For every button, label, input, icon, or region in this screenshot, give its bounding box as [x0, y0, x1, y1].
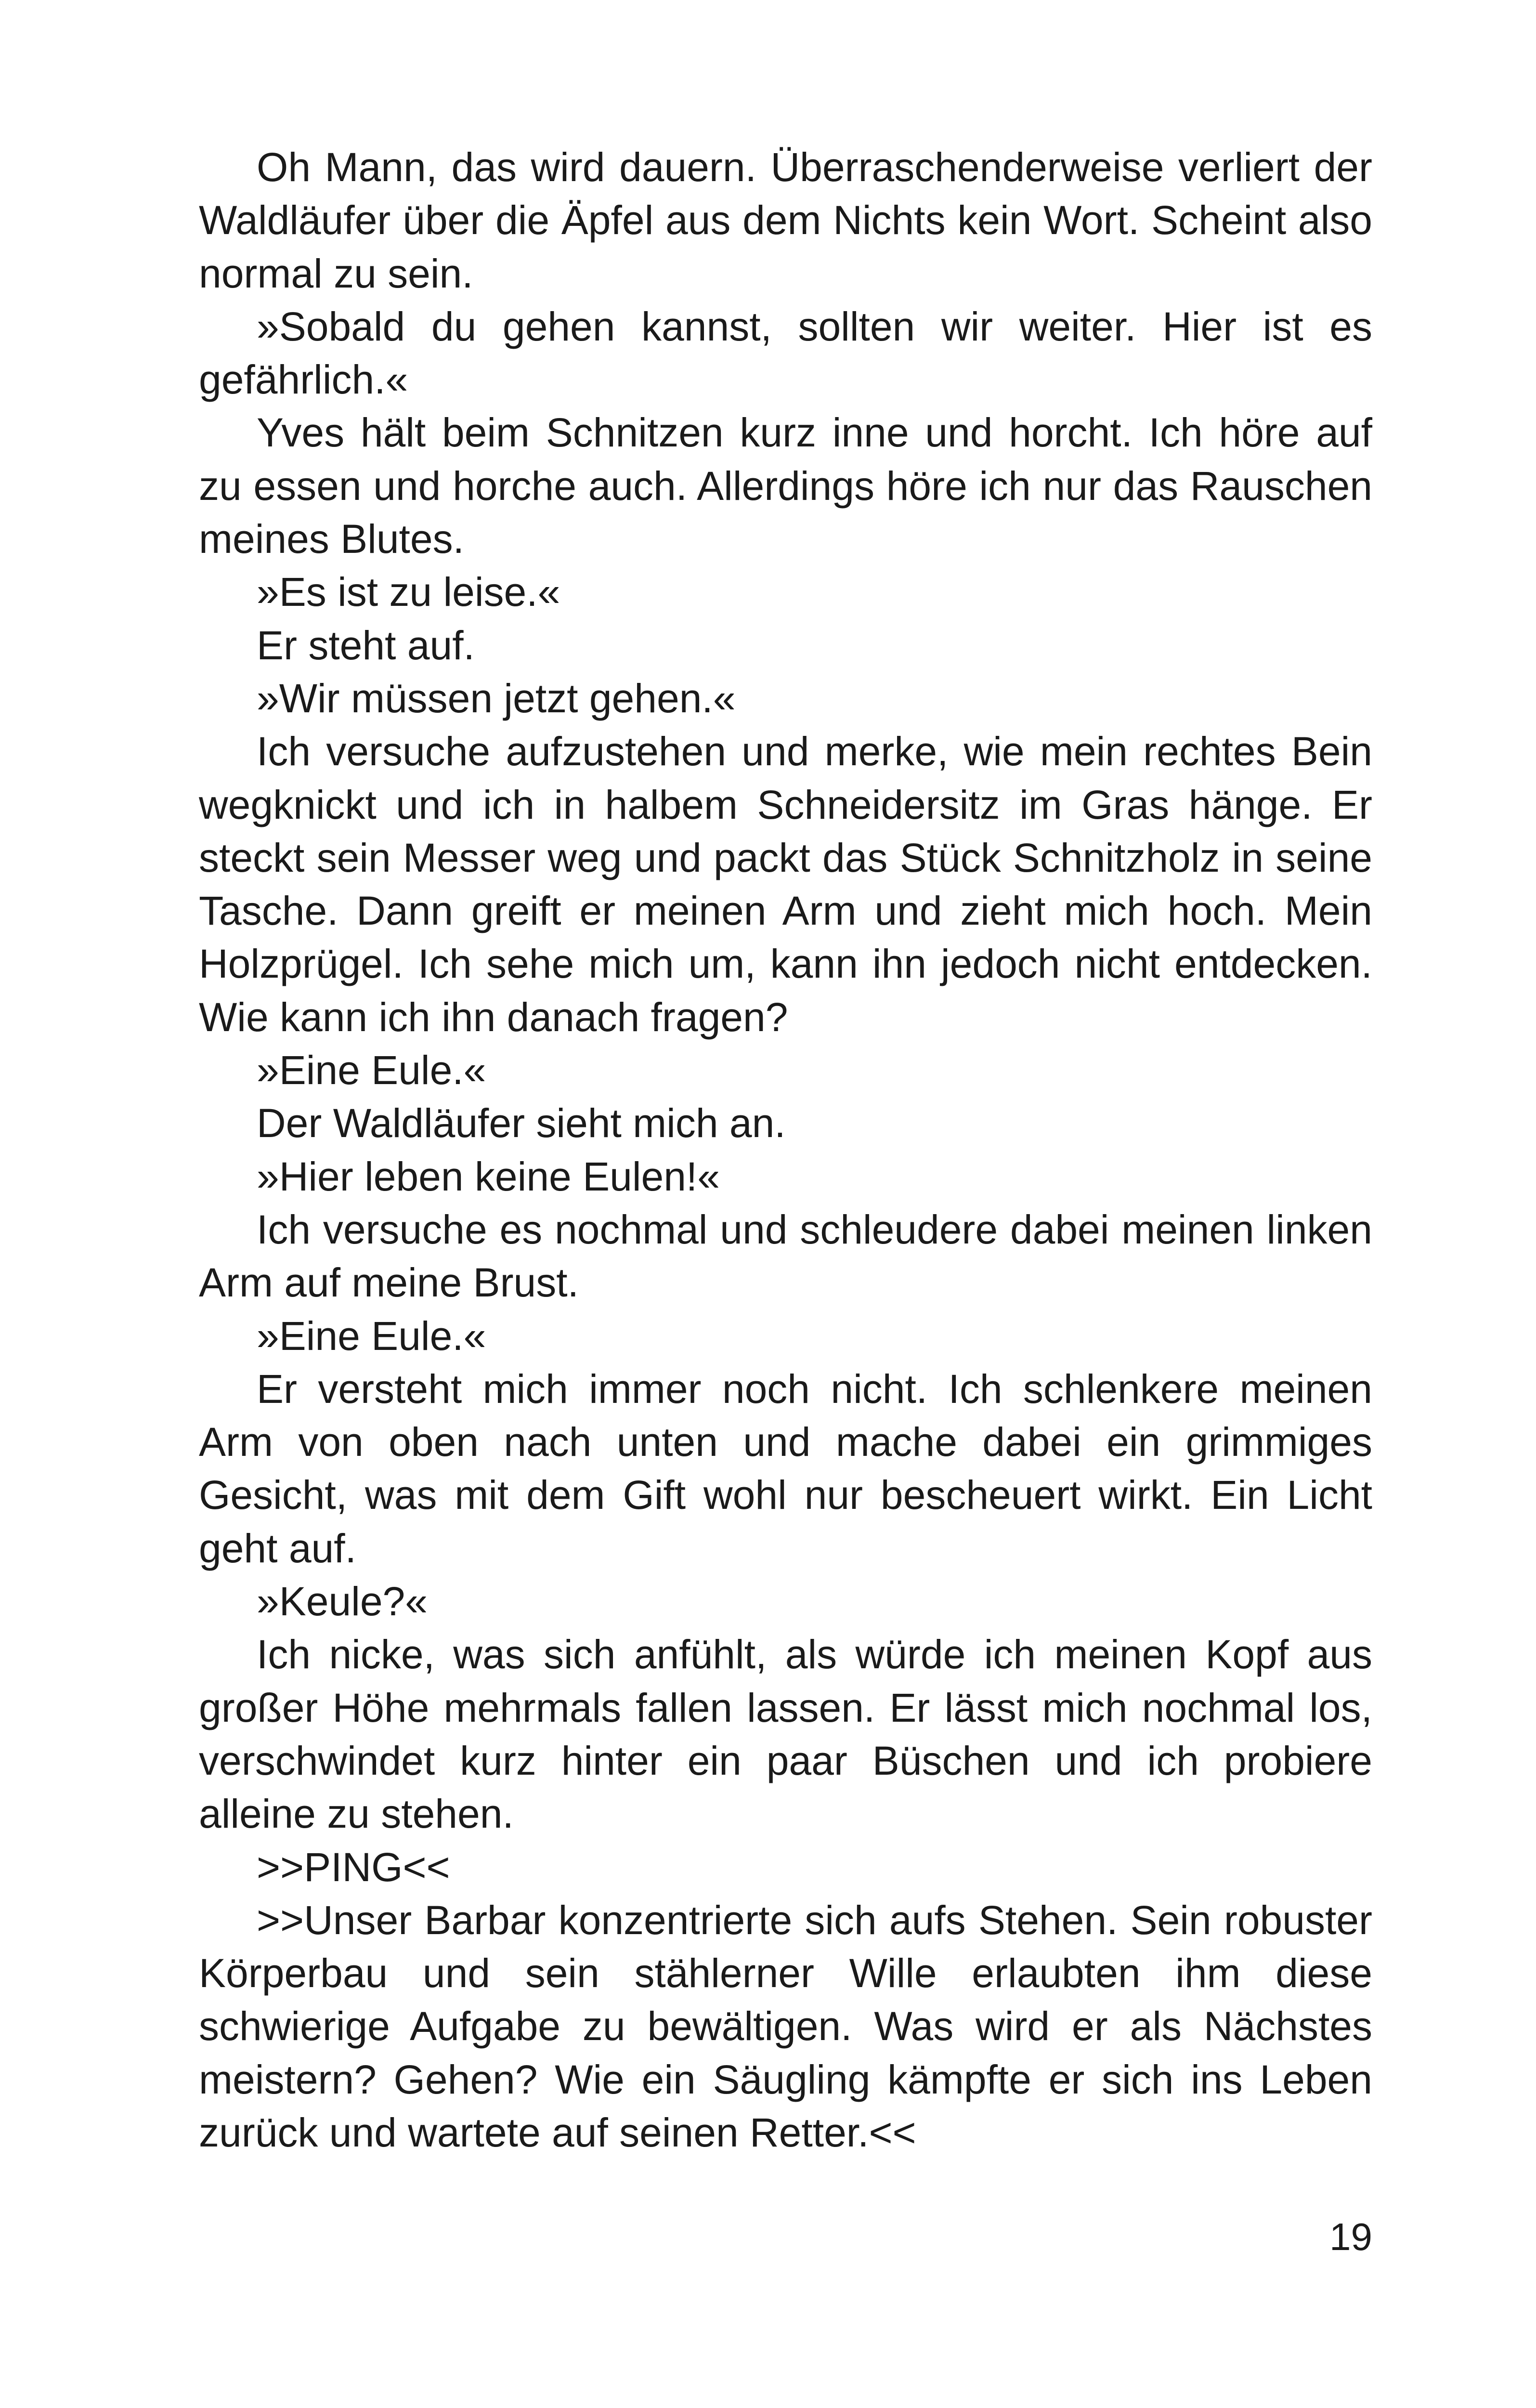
paragraph: Er steht auf.	[257, 622, 475, 668]
paragraph: Der Waldläufer sieht mich an.	[257, 1100, 786, 1146]
paragraph: Oh Mann, das wird dauern. Überraschenderweise verliert der Waldläufer über die Äpfel aus dem Nichts kein Wort. Scheint also normal zu sein.	[199, 144, 1372, 296]
paragraph: »Wir müssen jetzt gehen.«	[257, 675, 736, 721]
paragraph: >>Unser Barbar konzentrierte sich aufs Stehen. Sein robuster Körperbau und sein stählerner Wille erlaubten ihm diese schwierige Aufgabe zu bewältigen. Was wird er als Nächstes meistern? Gehen? Wie ein Säugling kämpfte er sich ins Leben zurück und wartete auf seinen Retter.<<	[199, 1897, 1372, 2155]
paragraph: »Hier leben keine Eulen!«	[257, 1153, 720, 1199]
paragraph: »Keule?«	[257, 1579, 428, 1624]
paragraph: >>PING<<	[257, 1844, 450, 1890]
paragraph: »Sobald du gehen kannst, sollten wir weiter. Hier ist es gefährlich.«	[199, 303, 1372, 403]
paragraph: Yves hält beim Schnitzen kurz inne und horcht. Ich höre auf zu essen und horche auch. Allerdings höre ich nur das Rauschen meines Blutes.	[199, 410, 1372, 562]
paragraph: Ich versuche aufzustehen und merke, wie mein rechtes Bein wegknickt und ich in halbem Schneidersitz im Gras hänge. Er steckt sein Messer weg und packt das Stück Schnitzholz in seine Tasche. Dann greift er meinen Arm und zieht mich hoch. Mein Holzprügel. Ich sehe mich um, kann ihn jedoch nicht entdecken. Wie kann ich ihn danach fragen?	[199, 729, 1372, 1040]
paragraph: »Eine Eule.«	[257, 1313, 486, 1359]
page-number: 19	[1329, 2215, 1372, 2258]
body-text	[199, 141, 1372, 2159]
paragraph: »Eine Eule.«	[257, 1047, 486, 1093]
paragraph: Ich versuche es nochmal und schleudere dabei meinen linken Arm auf meine Brust.	[199, 1206, 1372, 1306]
paragraph: Ich nicke, was sich anfühlt, als würde ich meinen Kopf aus großer Höhe mehrmals fallen lassen. Er lässt mich nochmal los, verschwindet kurz hinter ein paar Büschen und ich probiere alleine zu stehen.	[199, 1632, 1372, 1837]
paragraph: »Es ist zu leise.«	[257, 569, 560, 615]
paragraph: Er versteht mich immer noch nicht. Ich schlenkere meinen Arm von oben nach unten und mache dabei ein grimmiges Gesicht, was mit dem Gift wohl nur bescheuert wirkt. Ein Licht geht auf.	[199, 1366, 1372, 1571]
